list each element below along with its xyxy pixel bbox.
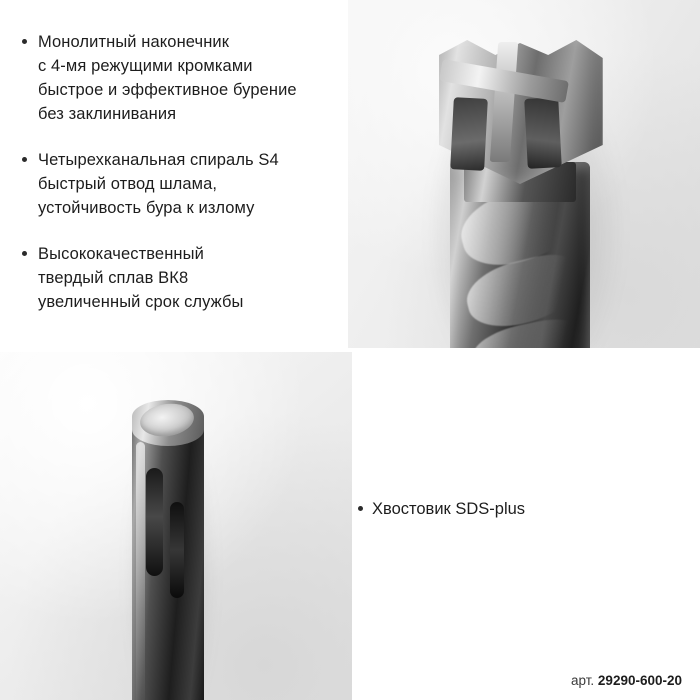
feature-line: Монолитный наконечник xyxy=(38,33,230,51)
feature-line: без заклинивания xyxy=(38,105,177,123)
list-item xyxy=(22,148,330,220)
list-item xyxy=(22,30,330,126)
tip-groove-right xyxy=(524,97,562,169)
shank-illustration xyxy=(118,382,218,700)
shank-caption-label: Хвостовик SDS-plus xyxy=(372,500,526,518)
bullet-icon xyxy=(22,251,27,256)
article-number xyxy=(571,673,682,688)
feature-line: быстрое и эффективное бурение xyxy=(38,81,297,99)
feature-line: твердый сплав ВК8 xyxy=(38,269,189,287)
drill-shank-photo xyxy=(0,352,352,700)
feature-line: Высококачественный xyxy=(38,245,204,263)
feature-line: Четырехканальная спираль S4 xyxy=(38,151,279,169)
drill-head-illustration xyxy=(408,12,638,348)
shank-caption xyxy=(358,498,525,520)
article-label: арт. xyxy=(570,673,595,688)
drill-tip-photo xyxy=(348,0,700,348)
top-panel xyxy=(0,0,700,348)
article-code: 29290-600-20 xyxy=(597,673,682,688)
shank-highlight xyxy=(136,442,145,700)
list-item xyxy=(22,242,330,314)
feature-line: устойчивость бура к излому xyxy=(38,199,255,217)
sds-slot-right xyxy=(170,502,184,598)
feature-line: с 4-мя режущими кромками xyxy=(38,57,253,75)
sds-slot-left xyxy=(146,468,163,576)
bullet-icon xyxy=(22,39,27,44)
tip-groove-left xyxy=(450,97,488,171)
feature-line: увеличенный срок службы xyxy=(38,293,244,311)
bottom-panel xyxy=(0,352,700,700)
feature-list xyxy=(0,0,348,348)
feature-line: быстрый отвод шлама, xyxy=(38,175,218,193)
bullet-icon xyxy=(358,506,363,511)
bullet-icon xyxy=(22,157,27,162)
